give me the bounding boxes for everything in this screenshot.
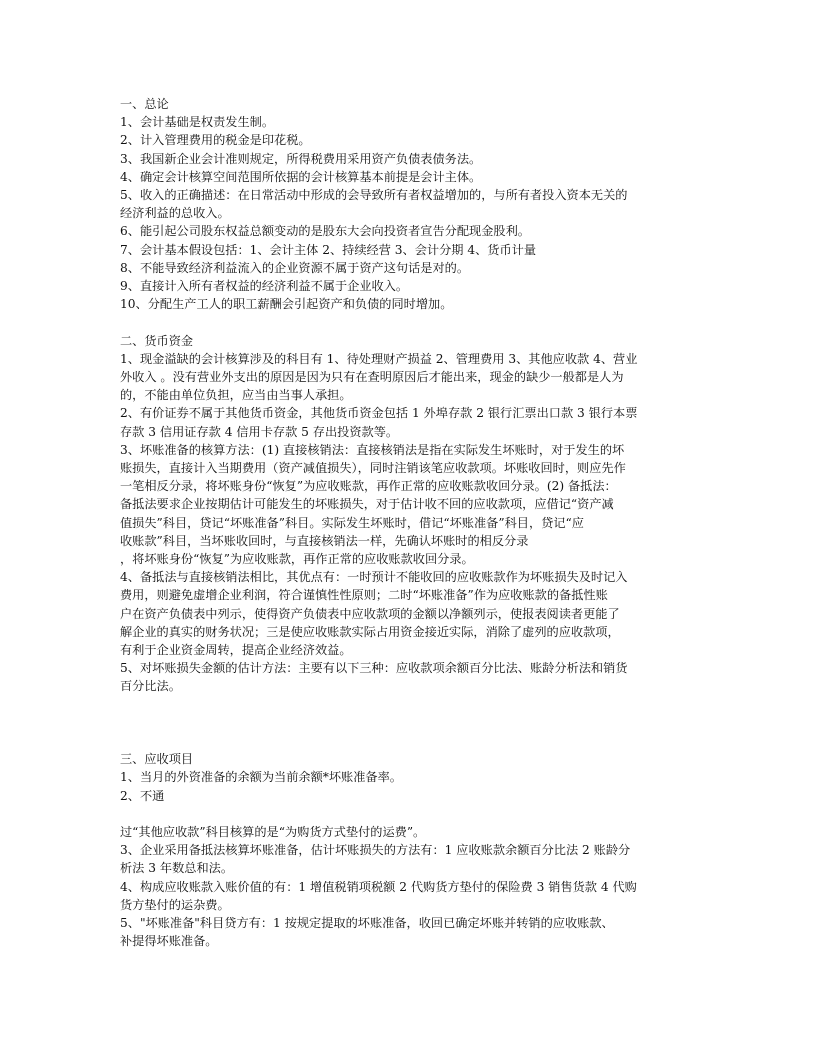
spacer [120, 805, 700, 823]
text-line: 5、"坏账准备"科目贷方有：1 按规定提取的坏账准备，收回已确定坏账并转销的应收账款、 [120, 916, 614, 931]
text-line: 费用，则避免虚增企业利润，符合谨慎性性原则；二时“坏账准备”作为应收账款的备抵性账 [120, 588, 608, 603]
text-line: 2、不通 [120, 788, 165, 803]
text-line: 存款 3 信用证存款 4 信用卡存款 5 存出投资款等。 [120, 424, 399, 439]
section-heading: 二、货币资金 [120, 333, 194, 348]
text-line: 10、分配生产工人的职工薪酬会引起资产和负债的同时增加。 [120, 297, 453, 312]
text-line: 2、有价证券不属于其他货币资金，其他货币资金包括 1 外埠存款 2 银行汇票出口款 3 银行本票 [120, 406, 638, 421]
text-line: 析法 3 年数总和法。 [120, 861, 234, 876]
text-line: 户在资产负债表中列示，使得资产负债表中应收款项的金额以净额列示，使报表阅读者更能了 [120, 606, 620, 621]
section-cash [120, 332, 700, 696]
text-line: 过“其他应收款”科目核算的是“为购货方式垫付的运费”。 [120, 825, 426, 840]
text-line: 4、构成应收账款入账价值的有：1 增值税销项税额 2 代购货方垫付的保险费 3 销售货款 4 代购 [120, 879, 637, 894]
text-line: ，将坏账身份“恢复”为应收账款，再作正常的应收账款收回分录。 [120, 552, 474, 567]
text-line: 的，不能由单位负担，应当由当事人承担。 [120, 388, 352, 403]
section-heading: 一、总论 [120, 97, 169, 111]
text-line: 经济利益的总收入。 [120, 206, 230, 221]
text-line: 3、企业采用备抵法核算坏账准备，估计坏账损失的方法有：1 应收账款余额百分比法 2 账龄分 [120, 843, 631, 858]
text-line: 9、直接计入所有者权益的经济利益不属于企业收入。 [120, 279, 409, 294]
text-line: 百分比法。 [120, 679, 181, 694]
text-line: 6、能引起公司股东权益总额变动的是股东大会向投资者宣告分配现金股利。 [120, 224, 530, 239]
text-line: 4、备抵法与直接核销法相比，其优点有：一时预计不能收回的应收账款作为坏账损失及时记入 [120, 570, 628, 585]
text-line: 外收入 。没有营业外支出的原因是因为只有在查明原因后才能出来，现金的缺少一般都是人为 [120, 370, 624, 385]
text-line: 1、当月的外资准备的余额为当前余额*坏账准备率。 [120, 770, 402, 785]
text-line: 7、会计基本假设包括：1、会计主体 2、持续经营 3、会计分期 4、货币计量 [120, 242, 537, 257]
text-line: 货方垫付的运杂费。 [120, 897, 230, 912]
text-line: 5、收入的正确描述：在日常活动中形成的会导致所有者权益增加的，与所有者投入资本无关的 [120, 188, 628, 203]
section-heading: 三、应收项目 [120, 752, 194, 767]
text-line: 解企业的真实的财务状况；三是使应收账款实际占用资金接近实际，消除了虚列的应收款项， [120, 624, 620, 639]
text-line: 账损失，直接计入当期费用（资产减值损失），同时注销该笔应收款项。坏账收回时，则应先作 [120, 461, 626, 476]
spacer [120, 313, 700, 331]
text-line: 8、不能导致经济利益流入的企业资源不属于资产这句话是对的。 [120, 260, 470, 275]
spacer [120, 696, 700, 751]
text-line: 值损失”科目，贷记“坏账准备”科目。实际发生坏账时，借记“坏账准备”科目，贷记“应 [120, 515, 584, 530]
text-line: 补提得坏账准备。 [120, 934, 218, 949]
text-line: 3、我国新企业会计准则规定，所得税费用采用资产负债表债务法。 [120, 151, 482, 166]
text-line: 1、会计基础是权责发生制。 [120, 115, 275, 130]
section-general [120, 95, 700, 313]
text-line: 收账款”科目，当坏账收回时，与直接核销法一样，先确认坏账时的相反分录 [120, 533, 529, 548]
section-receivables [120, 750, 700, 950]
text-line: 3、坏账准备的核算方法：(1) 直接核销法：直接核销法是指在实际发生坏账时，对于发生的坏 [120, 442, 625, 457]
text-line: 5、对坏账损失金额的估计方法：主要有以下三种：应收款项余额百分比法、账龄分析法和销货 [120, 661, 628, 676]
text-line: 备抵法要求企业按期估计可能发生的坏账损失，对于估计收不回的应收款项，应借记“资产减 [120, 497, 614, 512]
text-line: 4、确定会计核算空间范围所依据的会计核算基本前提是会计主体。 [120, 169, 482, 184]
text-line: 一笔相反分录，将坏账身份“恢复”为应收账款，再作正常的应收账款收回分录。(2) 备抵法： [120, 479, 617, 494]
text-line: 有利于企业资金周转，提高企业经济效益。 [120, 643, 352, 658]
text-line: 1、现金溢缺的会计核算涉及的科目有 1、待处理财产损益 2、管理费用 3、其他应收款 4、营业 [120, 351, 638, 366]
document-page [120, 95, 700, 951]
text-line: 2、计入管理费用的税金是印花税。 [120, 133, 311, 148]
